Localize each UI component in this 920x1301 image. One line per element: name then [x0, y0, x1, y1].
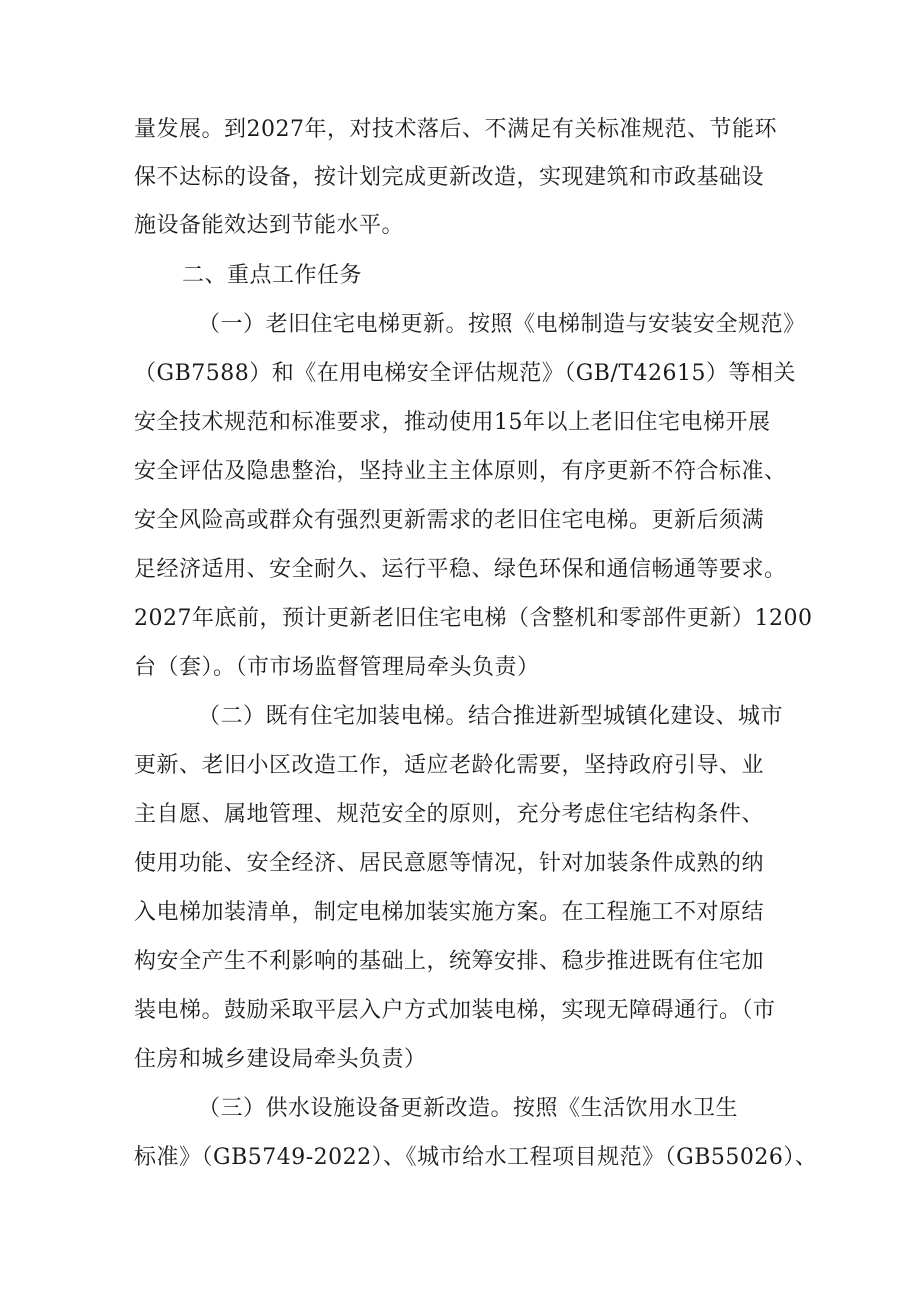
- subsection-heading-2: （二）既有住宅加装电梯。结合推进新型城镇化建设、城市: [198, 704, 784, 729]
- text-line: 入电梯加装清单，制定电梯加装实施方案。在工程施工不对原结: [134, 900, 765, 925]
- text-line: 使用功能、安全经济、居民意愿等情况，针对加装条件成熟的纳: [134, 851, 765, 876]
- text-line: 施设备能效达到节能水平。: [134, 213, 405, 238]
- text-line: （GB7588）和《在用电梯安全评估规范》（GB/T42615）等相关: [134, 361, 797, 386]
- text-line: 量发展。到2027年，对技术落后、不满足有关标准规范、节能环: [134, 117, 777, 142]
- text-line: 台（套）。（市市场监督管理局牵头负责）: [134, 655, 540, 680]
- subsection-heading-1: （一）老旧住宅电梯更新。按照《电梯制造与安装安全规范》: [198, 312, 806, 337]
- text-line: 安全技术规范和标准要求，推动使用15年以上老旧住宅电梯开展: [134, 410, 771, 435]
- text-line: 标准》（GB5749-2022）、《城市给水工程项目规范》（GB55026）、: [134, 1145, 818, 1170]
- text-line: 2027年底前，预计更新老旧住宅电梯（含整机和零部件更新）1200: [134, 606, 813, 631]
- text-line: 安全风险高或群众有强烈更新需求的老旧住宅电梯。更新后须满: [134, 508, 765, 533]
- text-line: 构安全产生不利影响的基础上，统筹安排、稳步推进既有住宅加: [134, 949, 765, 974]
- text-line: 主自愿、属地管理、规范安全的原则，充分考虑住宅结构条件、: [134, 802, 765, 827]
- text-line: 保不达标的设备，按计划完成更新改造，实现建筑和市政基础设: [134, 165, 765, 190]
- text-line: 住房和城乡建设局牵头负责）: [134, 1047, 427, 1072]
- text-line: 安全评估及隐患整治，坚持业主主体原则，有序更新不符合标准、: [134, 459, 787, 484]
- subsection-heading-3: （三）供水设施设备更新改造。按照《生活饮用水卫生: [198, 1096, 739, 1121]
- section-heading: 二、重点工作任务: [182, 263, 363, 288]
- text-line: 更新、老旧小区改造工作，适应老龄化需要，坚持政府引导、业: [134, 753, 765, 778]
- text-line: 足经济适用、安全耐久、运行平稳、绿色环保和通信畅通等要求。: [134, 557, 787, 582]
- text-line: 装电梯。鼓励采取平层入户方式加装电梯，实现无障碍通行。（市: [134, 998, 776, 1023]
